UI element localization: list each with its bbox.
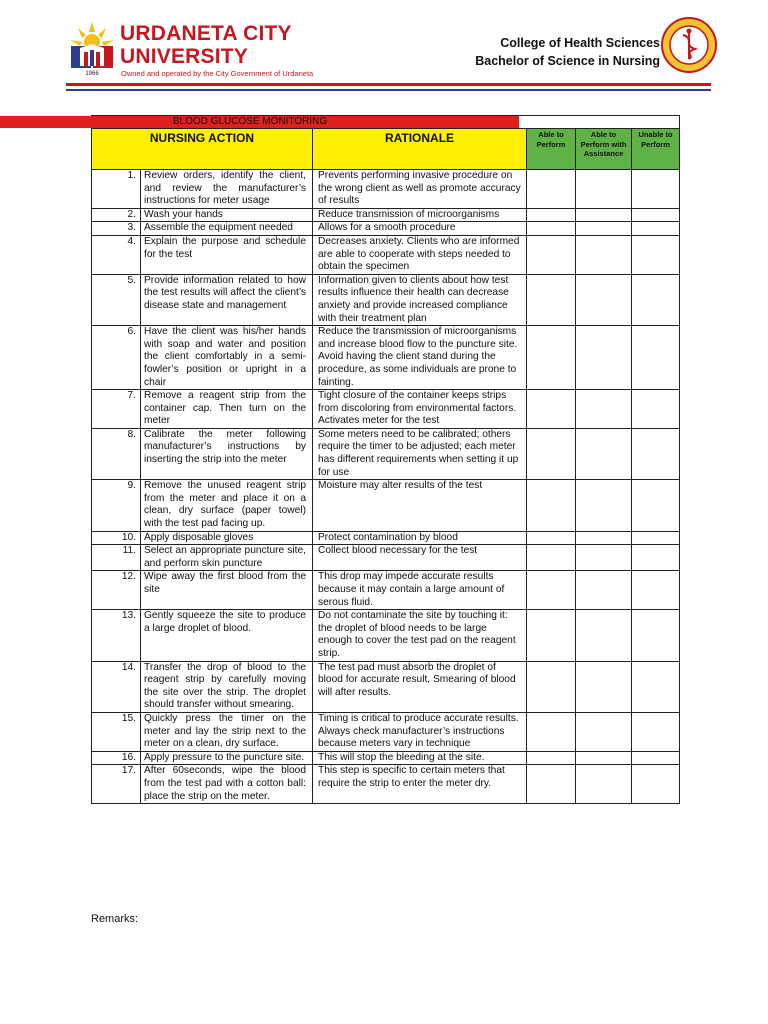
- step-number: 13.: [92, 610, 141, 661]
- nursing-action-cell: Assemble the equipment needed: [141, 222, 313, 236]
- nursing-action-cell: Apply pressure to the puncture site.: [141, 751, 313, 765]
- header-blue-rule: [66, 89, 711, 91]
- table-row: [92, 712, 680, 751]
- table-title: BLOOD GLUCOSE MONITORING: [0, 116, 520, 129]
- able-to-perform-checkbox[interactable]: [527, 208, 576, 222]
- header-nursing-action: NURSING ACTION: [92, 129, 313, 170]
- table-row: [92, 765, 680, 804]
- nursing-action-cell: Wash your hands: [141, 208, 313, 222]
- table-row: [92, 170, 680, 209]
- unable-to-perform-checkbox[interactable]: [632, 390, 680, 429]
- able-with-assistance-checkbox[interactable]: [576, 326, 632, 390]
- able-with-assistance-checkbox[interactable]: [576, 208, 632, 222]
- rationale-cell: Prevents performing invasive procedure on the wrong client as well as promote accuracy of results: [313, 170, 527, 209]
- nursing-action-cell: Explain the purpose and schedule for the test: [141, 235, 313, 274]
- unable-to-perform-checkbox[interactable]: [632, 661, 680, 712]
- able-to-perform-checkbox[interactable]: [527, 222, 576, 236]
- nursing-action-cell: Wipe away the first blood from the site: [141, 571, 313, 610]
- able-with-assistance-checkbox[interactable]: [576, 428, 632, 479]
- university-name-line2: UNIVERSITY: [120, 45, 249, 68]
- table-row: [92, 751, 680, 765]
- step-number: 6.: [92, 326, 141, 390]
- rationale-cell: Protect contamination by blood: [313, 531, 527, 545]
- college-heading: [475, 34, 660, 70]
- step-number: 14.: [92, 661, 141, 712]
- table-row: [92, 571, 680, 610]
- step-number: 4.: [92, 235, 141, 274]
- step-number: 17.: [92, 765, 141, 804]
- table-row: [92, 610, 680, 661]
- table-row: [92, 326, 680, 390]
- rationale-cell: The test pad must absorb the droplet of blood for accurate result, Smearing of blood will after results.: [313, 661, 527, 712]
- nursing-action-cell: Remove a reagent strip from the container cap. Then turn on the meter: [141, 390, 313, 429]
- step-number: 2.: [92, 208, 141, 222]
- unable-to-perform-checkbox[interactable]: [632, 208, 680, 222]
- table-row: [92, 428, 680, 479]
- rationale-cell: Do not contaminate the site by touching it: the droplet of blood needs to be large enough to cover the test pad on the reagent strip.: [313, 610, 527, 661]
- step-number: 15.: [92, 712, 141, 751]
- able-to-perform-checkbox[interactable]: [527, 170, 576, 209]
- unable-to-perform-checkbox[interactable]: [632, 428, 680, 479]
- nursing-action-cell: Review orders, identify the client, and review the manufacturer’s instructions for meter usage: [141, 170, 313, 209]
- college-name: College of Health Sciences: [500, 36, 660, 50]
- unable-to-perform-checkbox[interactable]: [632, 751, 680, 765]
- able-with-assistance-checkbox[interactable]: [576, 531, 632, 545]
- nursing-action-cell: Apply disposable gloves: [141, 531, 313, 545]
- able-to-perform-checkbox[interactable]: [527, 274, 576, 325]
- unable-to-perform-checkbox[interactable]: [632, 274, 680, 325]
- university-logo: [68, 20, 116, 76]
- able-with-assistance-checkbox[interactable]: [576, 571, 632, 610]
- remarks-label: Remarks:: [91, 913, 139, 925]
- able-with-assistance-checkbox[interactable]: [576, 712, 632, 751]
- unable-to-perform-checkbox[interactable]: [632, 610, 680, 661]
- nursing-action-cell: Gently squeeze the site to produce a large droplet of blood.: [141, 610, 313, 661]
- logo-year: 1966: [85, 71, 99, 76]
- able-with-assistance-checkbox[interactable]: [576, 661, 632, 712]
- unable-to-perform-checkbox[interactable]: [632, 545, 680, 571]
- unable-to-perform-checkbox[interactable]: [632, 480, 680, 531]
- rationale-cell: Allows for a smooth procedure: [313, 222, 527, 236]
- unable-to-perform-checkbox[interactable]: [632, 170, 680, 209]
- able-to-perform-checkbox[interactable]: [527, 751, 576, 765]
- able-with-assistance-checkbox[interactable]: [576, 390, 632, 429]
- college-seal-logo: [661, 17, 717, 73]
- step-number: 12.: [92, 571, 141, 610]
- checklist-table: [91, 115, 680, 804]
- rationale-cell: Reduce the transmission of microorganisms and increase blood flow to the puncture site. Avoid having the client stand during the procedure, as some individuals are prone to fainting.: [313, 326, 527, 390]
- rationale-cell: Collect blood necessary for the test: [313, 545, 527, 571]
- step-number: 10.: [92, 531, 141, 545]
- rationale-cell: Decreases anxiety. Clients who are informed are able to cooperate with steps needed to obtain the specimen: [313, 235, 527, 274]
- rationale-cell: Information given to clients about how test results influence their health can decrease anxiety and provide increased compliance with their treatment plan: [313, 274, 527, 325]
- table-row: [92, 222, 680, 236]
- table-row: [92, 545, 680, 571]
- university-name: [120, 22, 292, 68]
- owned-by-text: Owned and operated by the City Government of Urdaneta: [121, 69, 314, 78]
- step-number: 9.: [92, 480, 141, 531]
- nursing-action-cell: Provide information related to how the test results will affect the client’s disease state and management: [141, 274, 313, 325]
- rationale-cell: This will stop the bleeding at the site.: [313, 751, 527, 765]
- able-to-perform-checkbox[interactable]: [527, 765, 576, 804]
- rationale-cell: Timing is critical to produce accurate results. Always check manufacturer’s instructions because meters vary in technique: [313, 712, 527, 751]
- nursing-action-cell: Select an appropriate puncture site, and perform skin puncture: [141, 545, 313, 571]
- table-row: [92, 480, 680, 531]
- step-number: 5.: [92, 274, 141, 325]
- header-unable-to-perform: Unable to Perform: [632, 129, 680, 170]
- able-with-assistance-checkbox[interactable]: [576, 751, 632, 765]
- table-row: [92, 235, 680, 274]
- header-red-rule: [66, 83, 711, 86]
- able-to-perform-checkbox[interactable]: [527, 661, 576, 712]
- table-title-row: [92, 116, 680, 129]
- able-to-perform-checkbox[interactable]: [527, 712, 576, 751]
- able-to-perform-checkbox[interactable]: [527, 610, 576, 661]
- unable-to-perform-checkbox[interactable]: [632, 765, 680, 804]
- step-number: 8.: [92, 428, 141, 479]
- header-rationale: RATIONALE: [313, 129, 527, 170]
- nursing-action-cell: Quickly press the timer on the meter and lay the strip next to the meter on a clean, dry surface.: [141, 712, 313, 751]
- step-number: 16.: [92, 751, 141, 765]
- able-to-perform-checkbox[interactable]: [527, 545, 576, 571]
- rationale-cell: Moisture may alter results of the test: [313, 480, 527, 531]
- step-number: 1.: [92, 170, 141, 209]
- able-with-assistance-checkbox[interactable]: [576, 545, 632, 571]
- able-to-perform-checkbox[interactable]: [527, 235, 576, 274]
- able-with-assistance-checkbox[interactable]: [576, 274, 632, 325]
- university-name-line1: URDANETA CITY: [120, 22, 292, 45]
- rationale-cell: This step is specific to certain meters that require the strip to enter the meter dry.: [313, 765, 527, 804]
- step-number: 3.: [92, 222, 141, 236]
- rationale-cell: Tight closure of the container keeps strips from discoloring from environmental factors. Activates meter for the test: [313, 390, 527, 429]
- unable-to-perform-checkbox[interactable]: [632, 235, 680, 274]
- able-to-perform-checkbox[interactable]: [527, 390, 576, 429]
- nursing-action-cell: Have the client was his/her hands with soap and water and position the client comfortably in a semi- fowler’s position or upright in a chair: [141, 326, 313, 390]
- able-to-perform-checkbox[interactable]: [527, 571, 576, 610]
- table-row: [92, 208, 680, 222]
- table-header-row: [92, 129, 680, 170]
- unable-to-perform-checkbox[interactable]: [632, 712, 680, 751]
- able-with-assistance-checkbox[interactable]: [576, 170, 632, 209]
- rationale-cell: Reduce transmission of microorganisms: [313, 208, 527, 222]
- nursing-action-cell: Remove the unused reagent strip from the meter and place it on a clean, dry surface (paper towel) with the test pad facing up.: [141, 480, 313, 531]
- able-with-assistance-checkbox[interactable]: [576, 480, 632, 531]
- nursing-action-cell: Calibrate the meter following manufacturer’s instructions by inserting the strip into the meter: [141, 428, 313, 479]
- step-number: 11.: [92, 545, 141, 571]
- table-row: [92, 274, 680, 325]
- able-to-perform-checkbox[interactable]: [527, 480, 576, 531]
- able-to-perform-checkbox[interactable]: [527, 428, 576, 479]
- unable-to-perform-checkbox[interactable]: [632, 222, 680, 236]
- able-to-perform-checkbox[interactable]: [527, 326, 576, 390]
- able-with-assistance-checkbox[interactable]: [576, 610, 632, 661]
- rationale-cell: This drop may impede accurate results because it may contain a large amount of serous fluid.: [313, 571, 527, 610]
- able-to-perform-checkbox[interactable]: [527, 531, 576, 545]
- step-number: 7.: [92, 390, 141, 429]
- header-able-with-assistance: Able to Perform with Assistance: [576, 129, 632, 170]
- rationale-cell: Some meters need to be calibrated; others require the timer to be adjusted; each meter has different requirements when setting it up for use: [313, 428, 527, 479]
- table-row: [92, 531, 680, 545]
- header-able-to-perform: Able to Perform: [527, 129, 576, 170]
- program-name: Bachelor of Science in Nursing: [475, 54, 660, 68]
- nursing-action-cell: After 60seconds, wipe the blood from the test pad with a cotton ball: place the strip on the meter.: [141, 765, 313, 804]
- unable-to-perform-checkbox[interactable]: [632, 326, 680, 390]
- unable-to-perform-checkbox[interactable]: [632, 571, 680, 610]
- table-row: [92, 390, 680, 429]
- able-with-assistance-checkbox[interactable]: [576, 765, 632, 804]
- able-with-assistance-checkbox[interactable]: [576, 222, 632, 236]
- able-with-assistance-checkbox[interactable]: [576, 235, 632, 274]
- table-row: [92, 661, 680, 712]
- unable-to-perform-checkbox[interactable]: [632, 531, 680, 545]
- nursing-action-cell: Transfer the drop of blood to the reagent strip by carefully moving the site over the strip. The droplet should transfer without smearing.: [141, 661, 313, 712]
